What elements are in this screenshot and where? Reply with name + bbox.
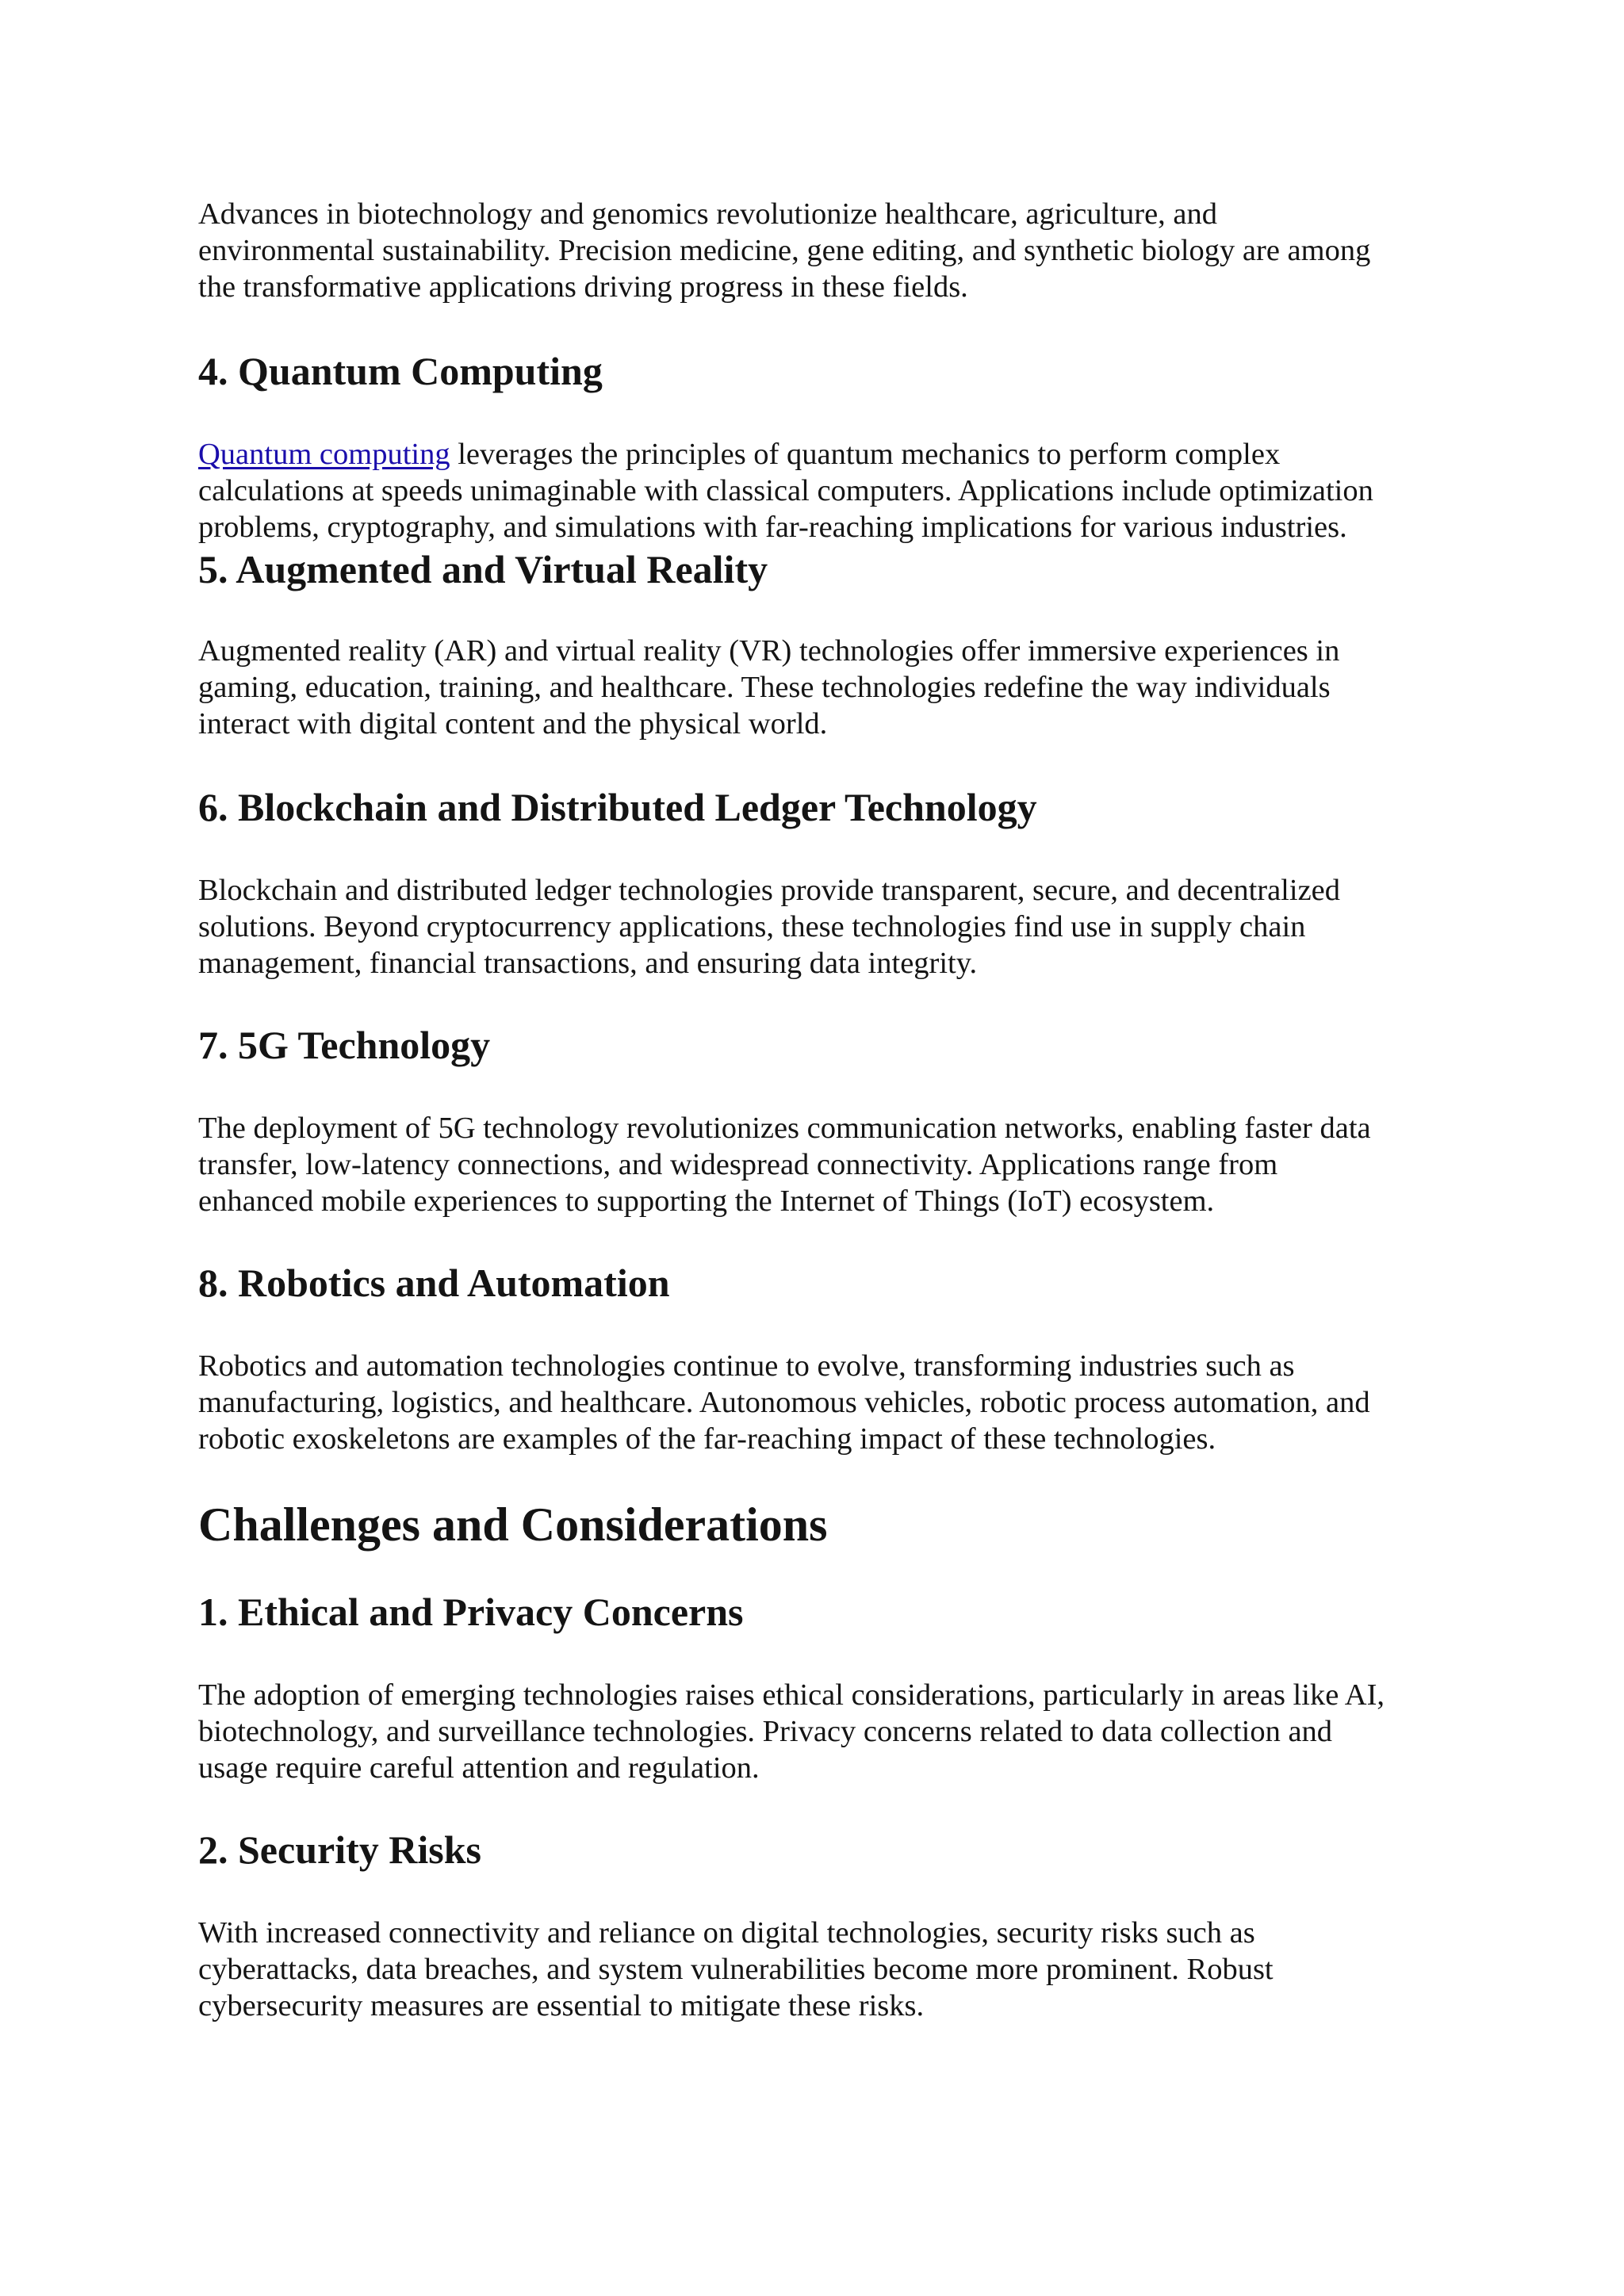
section-heading-blockchain: 6. Blockchain and Distributed Ledger Technology [198,785,1037,829]
robotics-paragraph [198,1348,1435,1457]
ethics-privacy-paragraph [198,1677,1435,1786]
paragraph-line: gaming, education, training, and healthcare. These technologies redefine the way individuals [198,671,1331,704]
paragraph-line: solutions. Beyond cryptocurrency applications, these technologies find use in supply chain [198,910,1306,943]
paragraph-line: robotic exoskeletons are examples of the far-reaching impact of these technologies. [198,1422,1216,1456]
paragraph-line: The deployment of 5G technology revolutionizes communication networks, enabling faster data [198,1112,1371,1145]
section-heading-5g: 7. 5G Technology [198,1023,491,1067]
section-heading-robotics: 8. Robotics and Automation [198,1261,670,1305]
paragraph-line: problems, cryptography, and simulations with far-reaching implications for various industries. [198,511,1347,544]
paragraph-line: usage require careful attention and regulation. [198,1751,760,1785]
paragraph-line: cyberattacks, data breaches, and system vulnerabilities become more prominent. Robust [198,1953,1274,1986]
paragraph-line: calculations at speeds unimaginable with classical computers. Applications include optimization [198,474,1373,507]
ar-vr-paragraph [198,633,1435,742]
paragraph-line: manufacturing, logistics, and healthcare. Autonomous vehicles, robotic process automation, and [198,1386,1370,1419]
quantum-computing-link[interactable]: Quantum computing [198,438,450,471]
paragraph-line: Advances in biotechnology and genomics revolutionize healthcare, agriculture, and [198,197,1218,231]
paragraph-line: Blockchain and distributed ledger technologies provide transparent, secure, and decentralized [198,874,1340,907]
paragraph-line: biotechnology, and surveillance technologies. Privacy concerns related to data collection and [198,1715,1333,1748]
paragraph-line: Robotics and automation technologies continue to evolve, transforming industries such as [198,1349,1295,1383]
paragraph-line: interact with digital content and the physical world. [198,707,828,740]
paragraph-line: the transformative applications driving progress in these fields. [198,270,968,304]
section-heading-quantum-computing: 4. Quantum Computing [198,349,603,393]
paragraph-line: management, financial transactions, and ensuring data integrity. [198,947,978,980]
paragraph-line [198,436,1435,473]
section-heading-ar-vr: 5. Augmented and Virtual Reality [198,547,768,591]
paragraph-line: environmental sustainability. Precision medicine, gene editing, and synthetic biology are among [198,234,1371,267]
quantum-computing-paragraph [198,436,1435,545]
paragraph-line: cybersecurity measures are essential to mitigate these risks. [198,1989,925,2022]
section-heading-ethics-privacy: 1. Ethical and Privacy Concerns [198,1590,744,1634]
security-risks-paragraph [198,1915,1435,2024]
blockchain-paragraph [198,872,1435,982]
intro-paragraph [198,196,1435,305]
section-heading-security-risks: 2. Security Risks [198,1827,481,1872]
paragraph-line: enhanced mobile experiences to supporting the Internet of Things (IoT) ecosystem. [198,1184,1215,1218]
paragraph-line: Augmented reality (AR) and virtual reality (VR) technologies offer immersive experiences in [198,634,1340,668]
paragraph-line: The adoption of emerging technologies raises ethical considerations, particularly in areas like AI, [198,1678,1385,1712]
paragraph-line-text: leverages the principles of quantum mechanics to perform complex [450,438,1281,471]
5g-paragraph [198,1110,1435,1219]
paragraph-line: With increased connectivity and reliance on digital technologies, security risks such as [198,1916,1255,1950]
paragraph-line: transfer, low-latency connections, and widespread connectivity. Applications range from [198,1148,1278,1181]
challenges-heading: Challenges and Considerations [198,1498,828,1551]
